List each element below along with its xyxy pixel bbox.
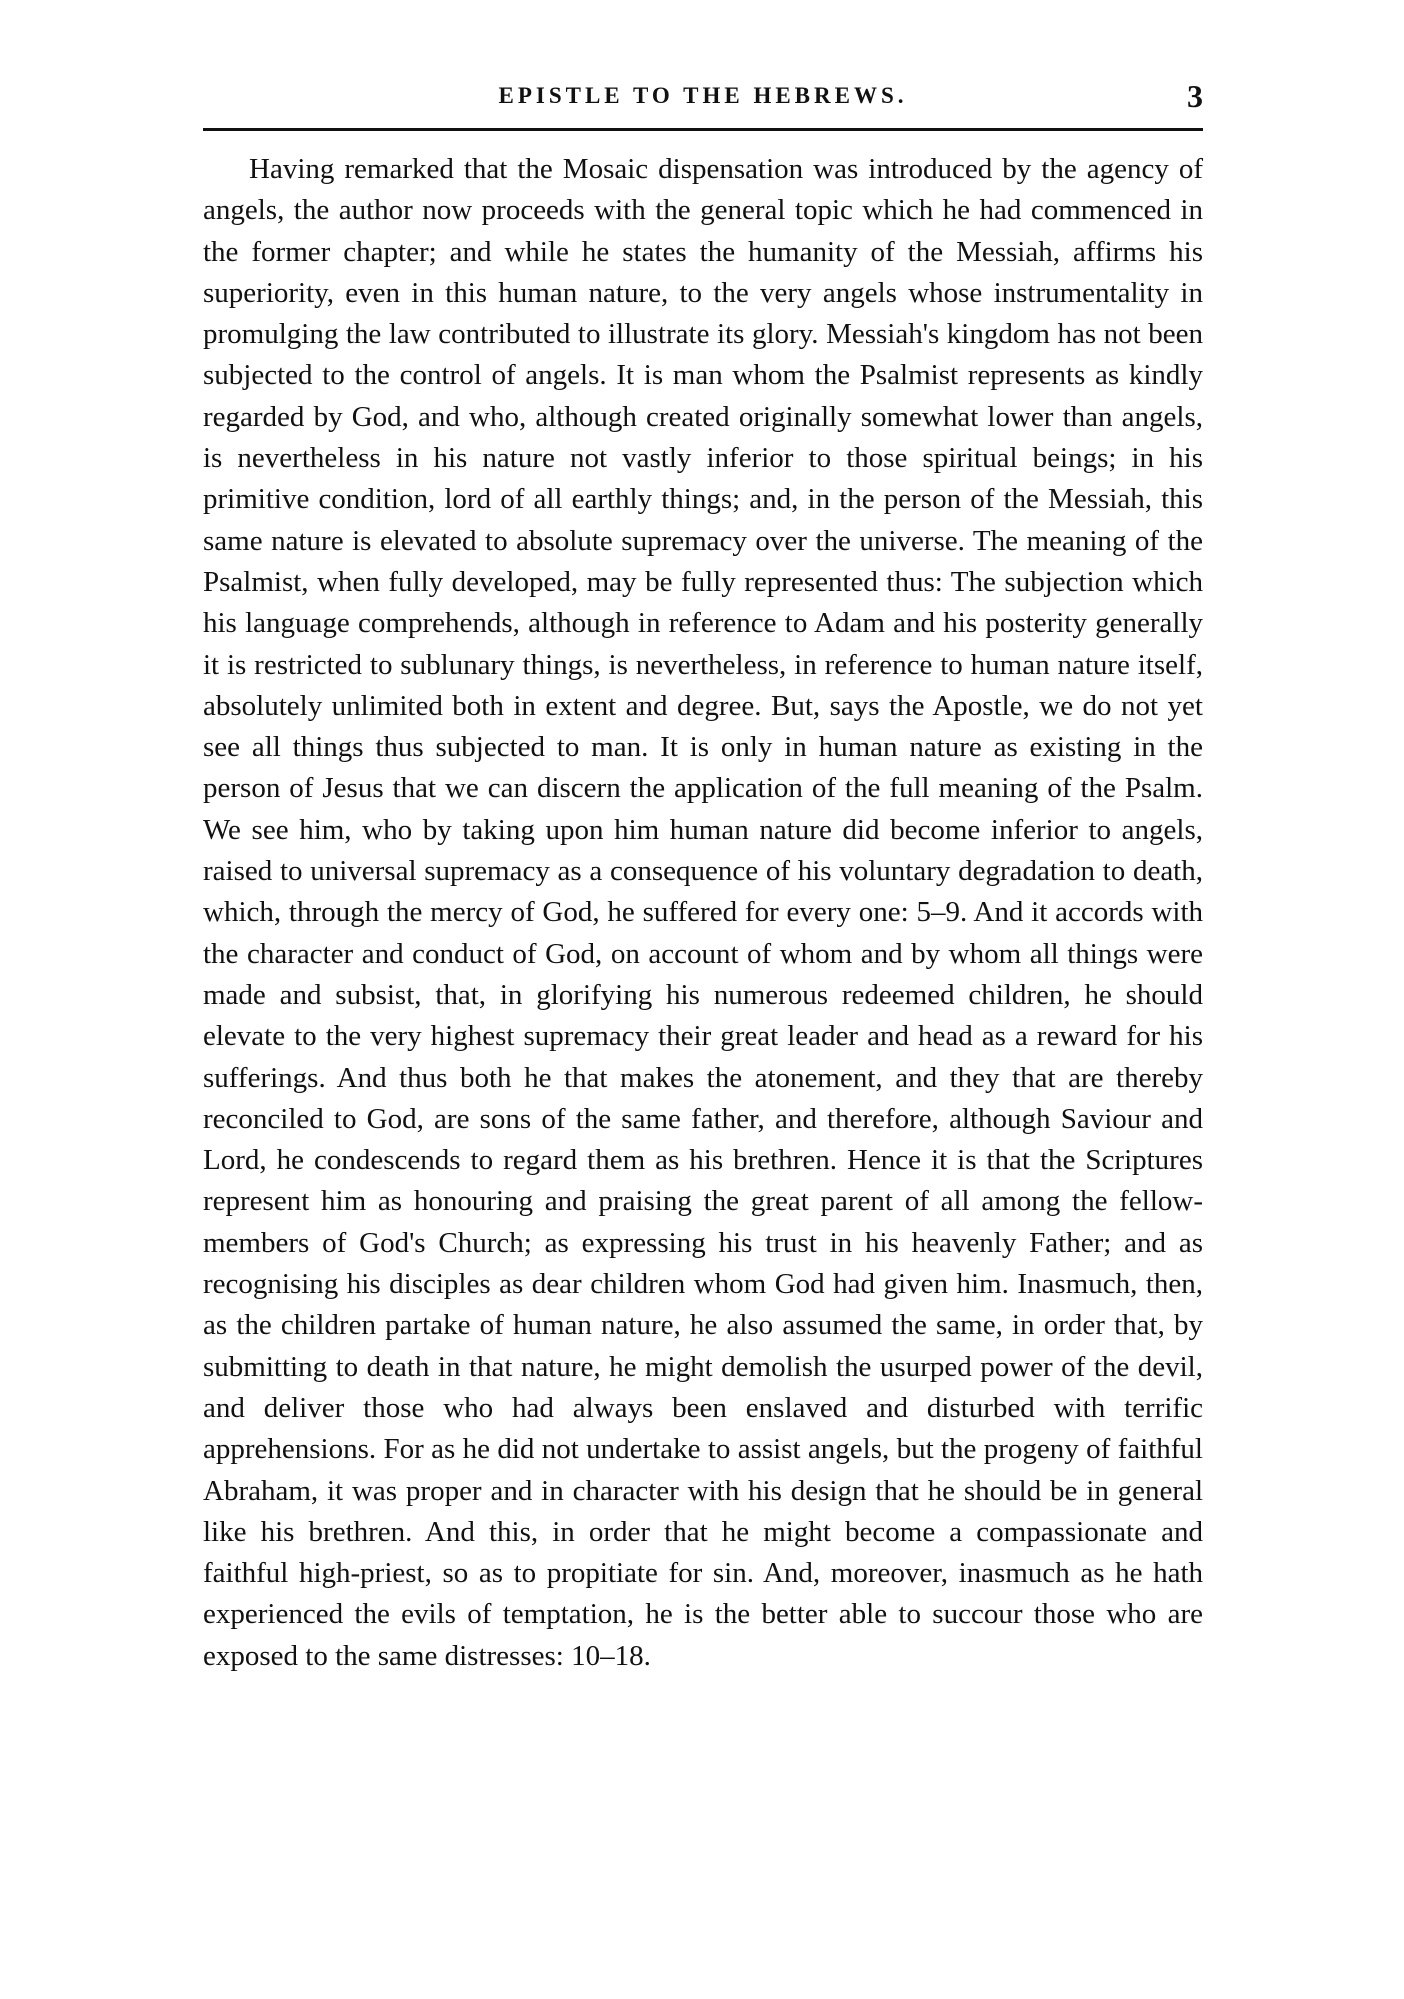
- header-rule: [203, 128, 1203, 131]
- running-title: EPISTLE TO THE HEBREWS.: [498, 83, 908, 108]
- running-head: [203, 78, 1203, 126]
- page-number: 3: [1187, 78, 1203, 114]
- body-paragraph: Having remarked that the Mosaic dispensation was introduced by the agency of angels, the author now proceeds with the general topic which he had commenced in the former chapter; and while he states the humanity of the Messiah, affirms his superiority, even in this human nature, to the very angels whose instrumentality in promulging the law contributed to illustrate its glory. Messiah's kingdom has not been subjected to the control of angels. It is man whom the Psalmist represents as kindly regarded by God, and who, although created originally somewhat lower than angels, is nevertheless in his nature not vastly inferior to those spiritual beings; in his primitive condition, lord of all earthly things; and, in the person of the Messiah, this same nature is elevated to absolute supremacy over the universe. The meaning of the Psalmist, when fully developed, may be fully represented thus: The subjection which his language comprehends, although in reference to Adam and his posterity generally it is restricted to sublunary things, is nevertheless, in reference to human nature itself, absolutely unlimited both in extent and degree. But, says the Apostle, we do not yet see all things thus subjected to man. It is only in human nature as existing in the person of Jesus that we can discern the application of the full meaning of the Psalm. We see him, who by taking upon him human nature did become inferior to angels, raised to universal supremacy as a consequence of his voluntary degradation to death, which, through the mercy of God, he suffered for every one: 5–9. And it accords with the character and conduct of God, on account of whom and by whom all things were made and subsist, that, in glorifying his numerous redeemed children, he should elevate to the very highest supremacy their great leader and head as a reward for his sufferings. And thus both he that makes the atonement, and they that are thereby reconciled to God, are sons of the same father, and therefore, although Saviour and Lord, he condescends to regard them as his brethren. Hence it is that the Scriptures represent him as honouring and praising the great parent of all among the fellow-members of God's Church; as expressing his trust in his heavenly Father; and as recognising his disciples as dear children whom God had given him. Inasmuch, then, as the children partake of human nature, he also assumed the same, in order that, by submitting to death in that nature, he might demolish the usurped power of the devil, and deliver those who had always been enslaved and disturbed with terrific apprehensions. For as he did not undertake to assist angels, but the progeny of faithful Abraham, it was proper and in character with his design that he should be in general like his brethren. And this, in order that he might become a compassionate and faithful high-priest, so as to propitiate for sin. And, moreover, inasmuch as he hath experienced the evils of temptation, he is the better able to succour those who are exposed to the same distresses: 10–18.: [203, 153, 1203, 1672]
